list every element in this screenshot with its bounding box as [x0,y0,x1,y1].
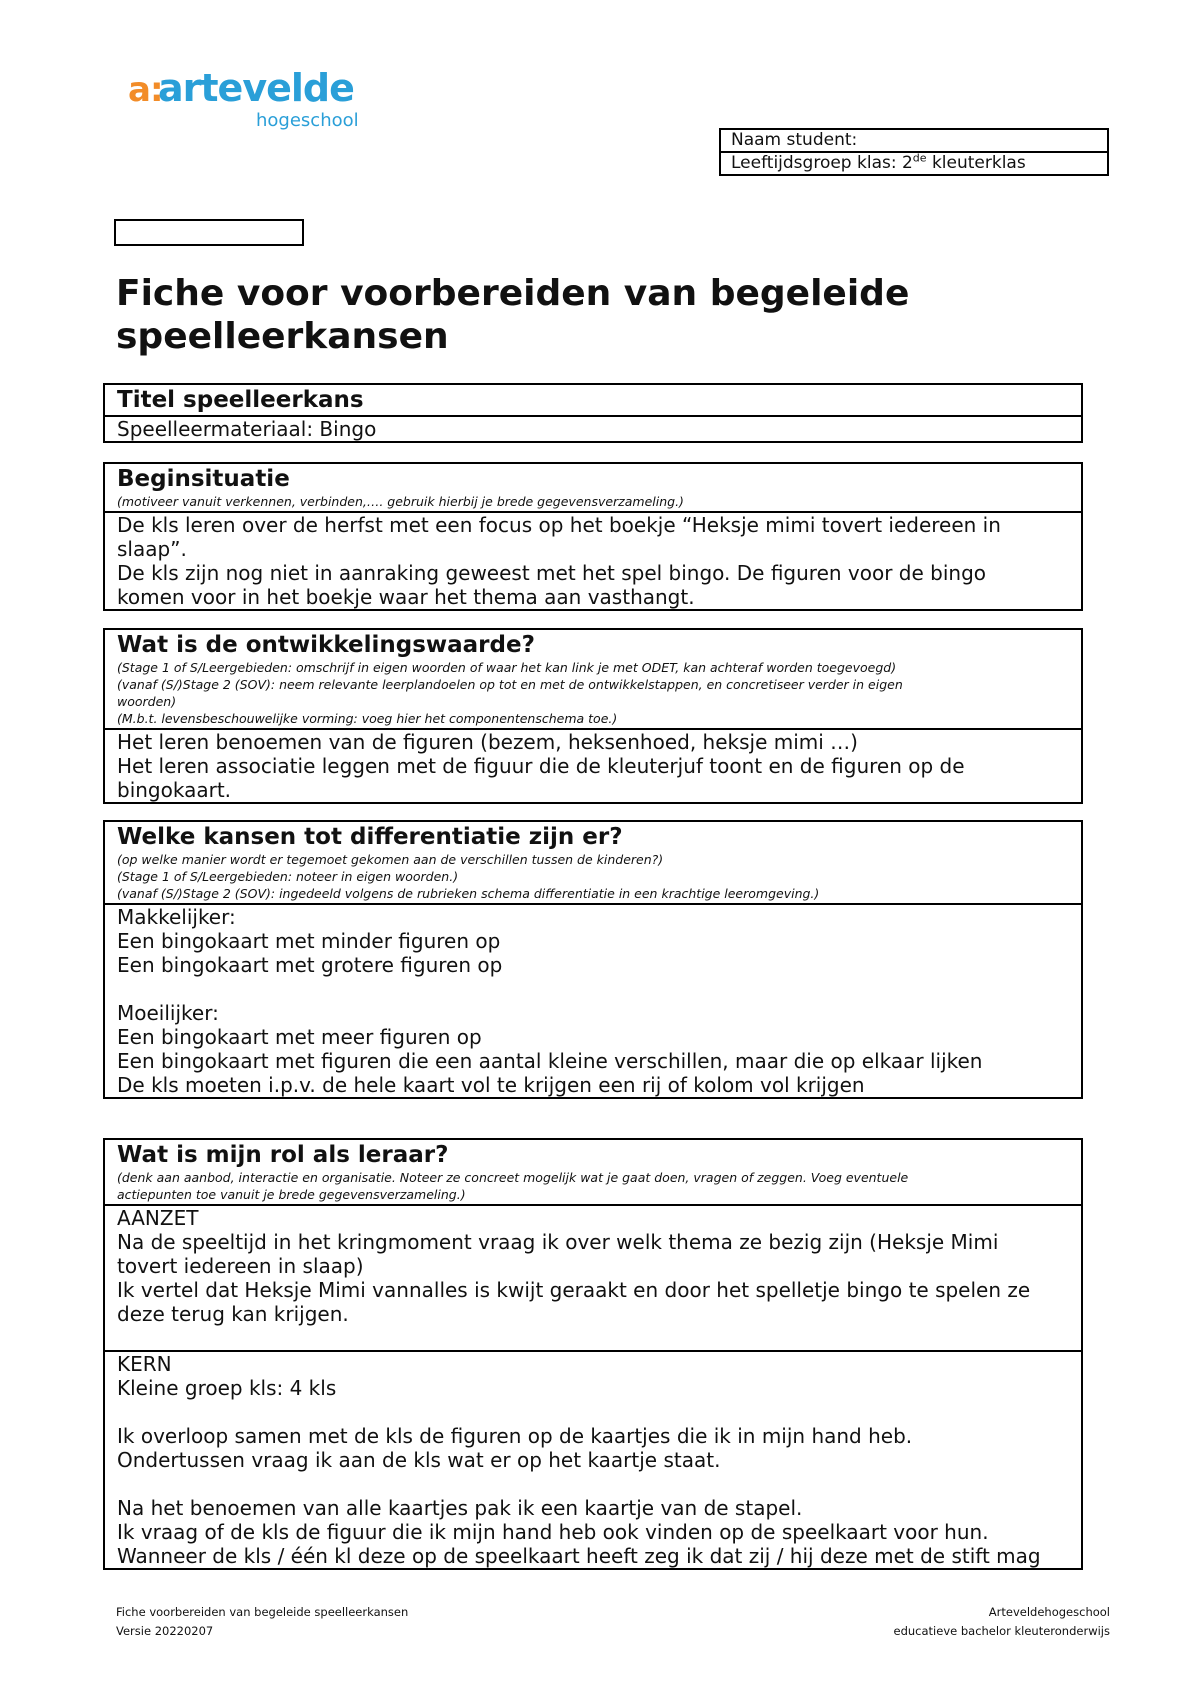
footer-school: Arteveldehogeschool [988,1605,1110,1619]
section-differentiatie-body [105,905,1081,1097]
text-line: bingokaart. [117,778,232,802]
text-line: slaap”. [117,537,187,561]
text-line: Ondertussen vraag ik aan de kls wat er op het kaartje staat. [117,1448,721,1472]
section-beginsituatie-head [105,464,1081,513]
age-group-sup: de [912,151,927,165]
section-titel [103,383,1083,443]
section-differentiatie-notes [117,851,1069,902]
section-rol-leraar-heading: Wat is mijn rol als leraar? [117,1142,449,1168]
text-line: deze terug kan krijgen. [117,1302,349,1326]
section-beginsituatie [103,462,1083,611]
text-line [117,977,1069,1001]
text-line: De kls zijn nog niet in aanraking geweest met het spel bingo. De figuren voor de bingo [117,561,987,585]
section-titel-body [105,417,1081,441]
logo-sub: hogeschool [256,110,359,131]
section-rol-leraar-notes [117,1169,1069,1203]
instruction-note: (denk aan aanbod, interactie en organisatie. Noteer ze concreet mogelijk wat je gaat doen, vragen of zeggen. Voeg eventuele [117,1170,909,1185]
text-line: KERN [117,1352,172,1376]
section-ontwikkelingswaarde-heading: Wat is de ontwikkelingswaarde? [117,632,535,658]
section-ontwikkelingswaarde-head [105,630,1081,730]
text-line: Een bingokaart met figuren die een aantal kleine verschillen, maar die op elkaar lijken [117,1049,983,1073]
section-ontwikkelingswaarde-notes [117,659,1069,727]
document-title: Fiche voor voorbereiden van begeleide speelleerkansen [116,273,910,357]
text-line: AANZET [117,1206,199,1230]
instruction-note: (vanaf (S/)Stage 2 (SOV): neem relevante leerplandoelen op tot en met de ontwikkelstappen, en concretiseer verder in eigen [117,677,903,692]
instruction-note: (vanaf (S/)Stage 2 (SOV): ingedeeld volgens de rubrieken schema differentiatie in een krachtige leeromgeving.) [117,886,820,901]
text-line: Het leren associatie leggen met de figuur die de kleuterjuf toont en de figuren op de [117,754,965,778]
age-group-suffix: kleuterklas [926,153,1026,173]
text-line: Makkelijker: [117,905,236,929]
section-beginsituatie-body [105,513,1081,609]
footer-program: educatieve bachelor kleuteronderwijs [893,1624,1110,1638]
text-line: Ik overloop samen met de kls de figuren op de kaartjes die ik in mijn hand heb. [117,1424,913,1448]
text-line: komen voor in het boekje waar het thema aan vasthangt. [117,585,695,609]
empty-field-box [114,219,304,246]
section-ontwikkelingswaarde [103,628,1083,804]
logo-mark: a: [128,70,163,110]
text-line: tovert iedereen in slaap) [117,1254,364,1278]
section-rol-leraar-head [105,1140,1081,1206]
text-line: Een bingokaart met minder figuren op [117,929,501,953]
text-line: De kls moeten i.p.v. de hele kaart vol te krijgen een rij of kolom vol krijgen [117,1073,865,1097]
text-line [117,1326,1069,1350]
footer-right [894,1603,1111,1641]
instruction-note: (Stage 1 of S/Leergebieden: noteer in eigen woorden.) [117,869,459,884]
text-line: De kls leren over de herfst met een focus op het boekje “Heksje mimi tovert iedereen in [117,513,1001,537]
text-line: Speelleermateriaal: Bingo [117,417,377,441]
text-line: Een bingokaart met meer figuren op [117,1025,482,1049]
footer-version: Versie 20220207 [116,1624,214,1638]
logo-word: artevelde [158,66,354,110]
section-ontwikkelingswaarde-body [105,730,1081,802]
text-line: Ik vraag of de kls de figuur die ik mijn hand heb ook vinden op de speelkaart voor hun. [117,1520,989,1544]
section-rol-kern-body [105,1350,1081,1568]
section-titel-head [105,385,1081,417]
section-differentiatie-head [105,822,1081,905]
student-name-label: Naam student: [731,130,858,150]
text-line: Moeilijker: [117,1001,219,1025]
student-info-box [719,128,1109,176]
age-group-row [721,151,1107,174]
text-line: Na de speeltijd in het kringmoment vraag ik over welk thema ze bezig zijn (Heksje Mimi [117,1230,999,1254]
text-line [117,1400,1069,1424]
text-line: Kleine groep kls: 4 kls [117,1376,337,1400]
section-titel-heading: Titel speelleerkans [117,387,364,413]
age-group-prefix: Leeftijdsgroep klas: 2 [731,153,913,173]
footer-doc-name: Fiche voorbereiden van begeleide speelleerkansen [116,1605,409,1619]
artevelde-logo [128,66,358,132]
student-name-row [721,130,1107,151]
instruction-note: (motiveer vanuit verkennen, verbinden,…. gebruik hierbij je brede gegevensverzameling.) [117,494,684,509]
text-line: Na het benoemen van alle kaartjes pak ik een kaartje van de stapel. [117,1496,803,1520]
instruction-note: (Stage 1 of S/Leergebieden: omschrijf in eigen woorden of waar het kan link je met ODET, kan achteraf worden toegevoegd) [117,660,897,675]
text-line: Wanneer de kls / één kl deze op de speelkaart heeft zeg ik dat zij / hij deze met de stift mag [117,1544,1041,1568]
text-line: Een bingokaart met grotere figuren op [117,953,503,977]
section-beginsituatie-heading: Beginsituatie [117,466,290,492]
section-beginsituatie-notes [117,493,1069,510]
text-line: Ik vertel dat Heksje Mimi vannalles is kwijt geraakt en door het spelletje bingo te spelen ze [117,1278,1031,1302]
text-line [117,1472,1069,1496]
footer-left [116,1603,408,1641]
section-rol-aanzet-body [105,1206,1081,1350]
instruction-note: (M.b.t. levensbeschouwelijke vorming: voeg hier het componentenschema toe.) [117,711,618,726]
section-differentiatie [103,820,1083,1099]
section-rol-leraar [103,1138,1083,1570]
section-differentiatie-heading: Welke kansen tot differentiatie zijn er? [117,824,623,850]
instruction-note: actiepunten toe vanuit je brede gegevensverzameling.) [117,1187,466,1202]
instruction-note: (op welke manier wordt er tegemoet gekomen aan de verschillen tussen de kinderen?) [117,852,664,867]
instruction-note: woorden) [117,694,177,709]
text-line: Het leren benoemen van de figuren (bezem, heksenhoed, heksje mimi …) [117,730,858,754]
